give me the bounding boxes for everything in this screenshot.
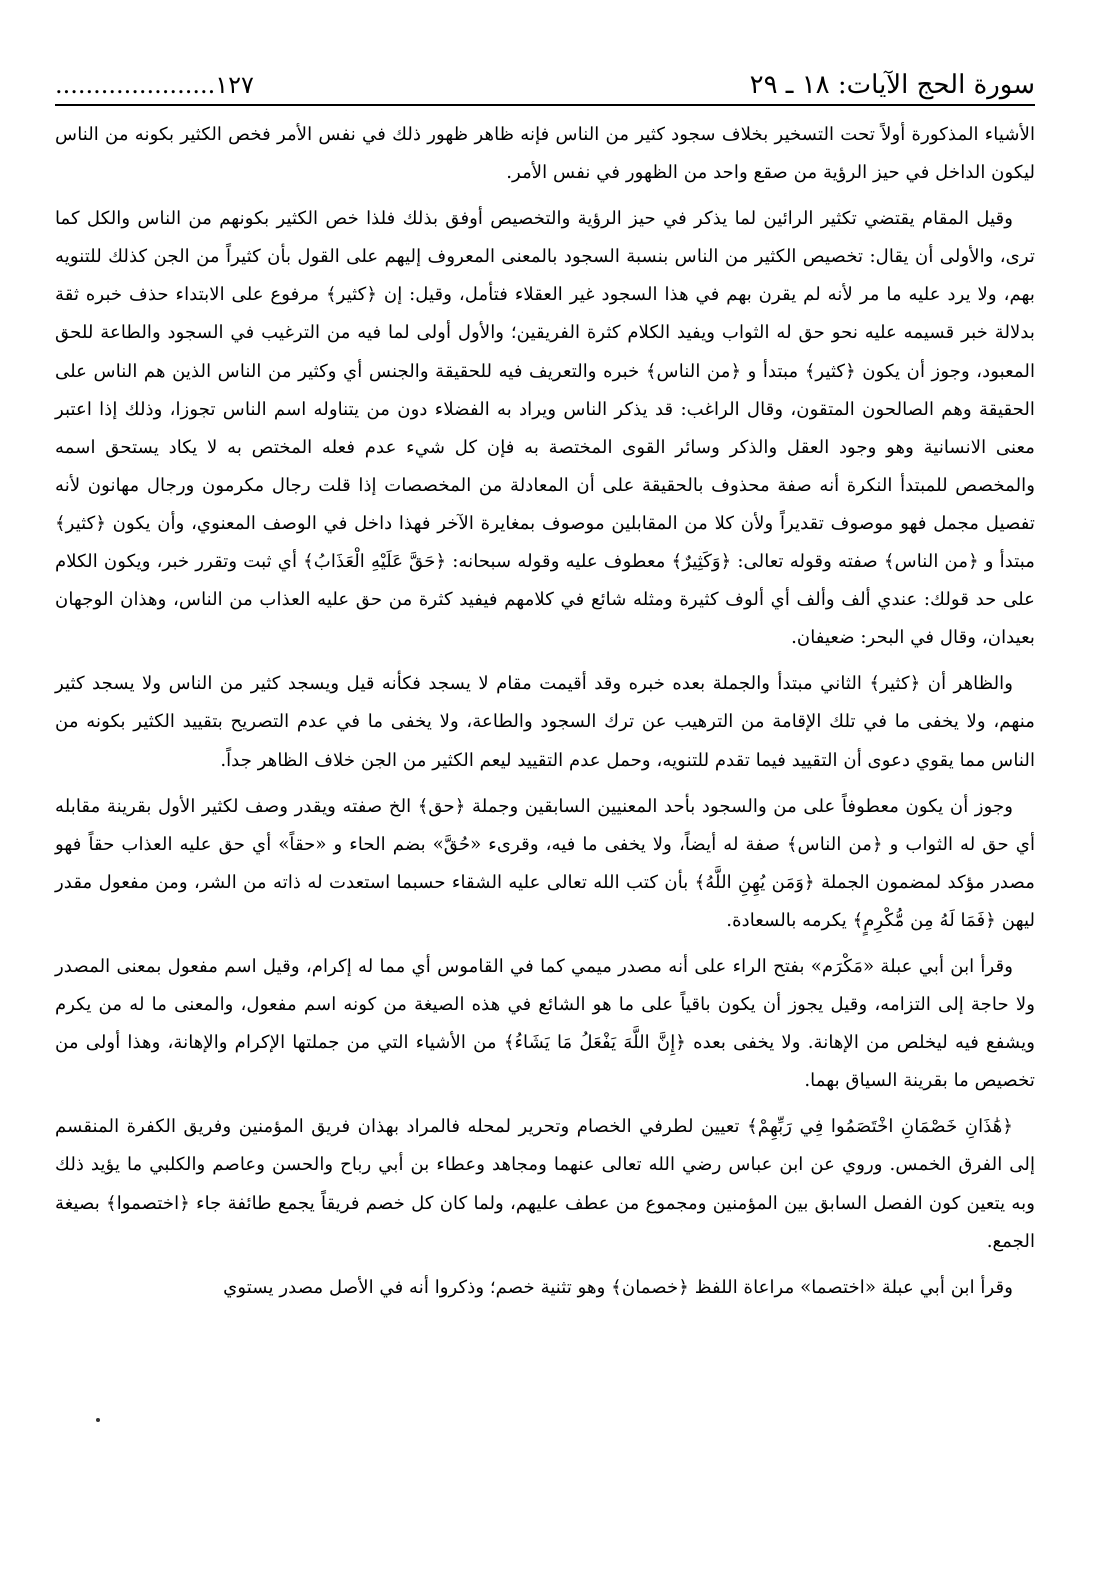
paragraph-3: والظاهر أن ﴿كثير﴾ الثاني مبتدأ والجملة بعده خبره وقد أقيمت مقام لا يسجد فكأنه قيل ويسجد كثير من الناس ولا يسجد كثير منهم، ولا يخفى ما في تلك الإقامة من الترهيب عن ترك السجود والطاعة، ولا يخفى ما في عدم التصريح بتقييد الكثير بكونه من الناس مما يقوي دعوى أن التقييد فيما تقدم للتنويه، وحمل عدم التقييد ليعم الكثير من الجن خلاف الظاهر جداً. [55, 673, 1035, 771]
paragraph-2: وقيل المقام يقتضي تكثير الرائين لما يذكر في حيز الرؤية والتخصيص أوفق بذلك فلذا خص الكثير بكونهم من الناس والكل كما ترى، والأولى أن يقال: تخصيص الكثير من الناس بنسبة السجود بالمعنى المعروف إليهم على القول بأن كثيراً من الجن كذلك للتنويه بهم، ولا يرد عليه ما مر لأنه لم يقرن بهم في هذا السجود غير العقلاء فتأمل، وقيل: إن ﴿كثير﴾ مرفوع على الابتداء حذف خبره ثقة بدلالة خبر قسيمه عليه نحو حق له الثواب ويفيد الكلام كثرة الفريقين؛ والأول أولى لما فيه من الترغيب في السجود والطاعة للحق المعبود، وجوز أن يكون ﴿كثير﴾ مبتدأ و ﴿من الناس﴾ خبره والتعريف فيه للحقيقة والجنس أي وكثير من الناس الذين هم الناس على الحقيقة وهم الصالحون المتقون، وقال الراغب: قد يذكر الناس ويراد به الفضلاء دون من يتناوله اسم الناس تجوزا، وذلك إذا اعتبر معنى الانسانية وهو وجود العقل والذكر وسائر القوى المختصة به فإن كل شيء عدم فعله المختص به لا يكاد يستحق اسمه والمخصص للمبتدأ النكرة أنه صفة محذوف بالحقيقة على أن المعادلة من المخصصات إذا قلت رجال مكرمون ورجال مهانون لأنه تفصيل مجمل فهو موصوف تقديراً ولأن كلا من المقابلين موصوف بمغايرة الآخر فهذا داخل في الوصف المعنوي، وأن يكون ﴿كثير﴾ مبتدأ و ﴿من الناس﴾ صفته وقوله تعالى: ﴿وَكَثِيرٌ﴾ معطوف عليه وقوله سبحانه: ﴿حَقَّ عَلَيْهِ الْعَذَابُ﴾ أي ثبت وتقرر خبر، ويكون الكلام على حد قولك: عندي ألف وألف أي ألوف كثيرة ومثله شائع في كلامهم فيفيد كثرة من حق عليه العذاب من الناس، وهذان الوجهان بعيدان، وقال في البحر: ضعيفان. [55, 208, 1035, 649]
paragraph-4: وجوز أن يكون معطوفاً على من والسجود بأحد المعنيين السابقين وجملة ﴿حق﴾ الخ صفته ويقدر وصف لكثير الأول بقرينة مقابله أي حق له الثواب و ﴿من الناس﴾ صفة له أيضاً، ولا يخفى ما فيه، وقرىء «حُقَّ» بضم الحاء و «حقاً» أي حق عليه العذاب حقاً فهو مصدر مؤكد لمضمون الجملة ﴿وَمَن يُهِنِ اللَّهُ﴾ بأن كتب الله تعالى عليه الشقاء حسبما استعدت له ذاته من الشر، ومن مفعول مقدر ليهن ﴿فَمَا لَهُ مِن مُّكْرِمٍ﴾ يكرمه بالسعادة. [55, 795, 1035, 931]
page-number: ١٢٧..................... [55, 71, 254, 99]
scan-dot [96, 1418, 100, 1422]
book-page [55, 0, 1035, 1575]
paragraph-7: وقرأ ابن أبي عبلة «اختصما» مراعاة اللفظ ﴿خصمان﴾ وهو تثنية خصم؛ وذكروا أنه في الأصل مصدر يستوي [223, 1276, 1013, 1298]
paragraph-5: وقرأ ابن أبي عبلة «مَكْرَم» بفتح الراء على أنه مصدر ميمي كما في القاموس أي مما له إكرام، وقيل اسم مفعول بمعنى المصدر ولا حاجة إلى التزامه، وقيل يجوز أن يكون باقياً على ما هو الشائع في هذه الصيغة من كونه اسم مفعول، والمعنى ما له من يكرم ويشفع فيه ليخلص من الإهانة. ولا يخفى بعده ﴿إِنَّ اللَّهَ يَفْعَلُ مَا يَشَاءُ﴾ من الأشياء التي من جملتها الإكرام والإهانة، وهذا أولى من تخصيص ما بقرينة السياق بهما. [55, 955, 1035, 1092]
page-body [55, 116, 1035, 1315]
running-title: سورة الحج الآيات: ١٨ ـ ٢٩ [749, 70, 1035, 100]
paragraph-1: الأشياء المذكورة أولاً تحت التسخير بخلاف سجود كثير من الناس فإنه ظاهر ظهور ذلك في نفس الأمر فخص الكثير بكونه من الناس ليكون الداخل في حيز الرؤية من صقع واحد من الظهور في نفس الأمر. [55, 124, 1035, 184]
paragraph-6: ﴿هَٰذَانِ خَصْمَانِ اخْتَصَمُوا فِي رَبِّهِمْ﴾ تعيين لطرفي الخصام وتحرير لمحله فالمراد بهذان فريق المؤمنين وفريق الكفرة المنقسم إلى الفرق الخمس. وروي عن ابن عباس رضي الله تعالى عنهما ومجاهد وعطاء بن أبي رباح والحسن وعاصم والكلبي ما يؤيد ذلك وبه يتعين كون الفصل السابق بين المؤمنين ومجموع من عطف عليهم، ولما كان كل خصم فريقاً يجمع طائفة جاء ﴿اختصموا﴾ بصيغة الجمع. [55, 1116, 1035, 1252]
page-header [55, 60, 1035, 106]
